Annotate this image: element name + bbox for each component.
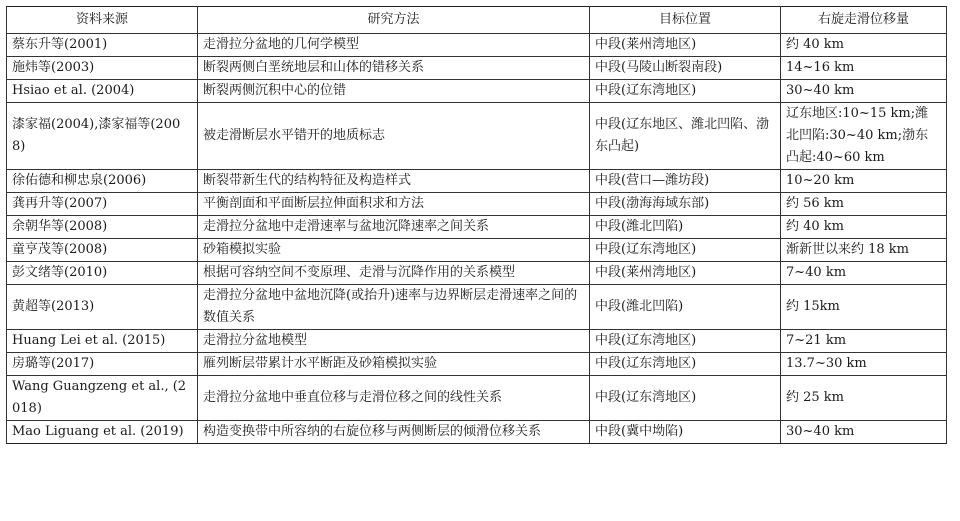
- cell-displacement: 13.7~30 km: [781, 353, 947, 376]
- cell-displacement: 30~40 km: [781, 80, 947, 103]
- cell-method: 断裂带新生代的结构特征及构造样式: [198, 170, 590, 193]
- cell-method: 构造变换带中所容纳的右旋位移与两侧断层的倾滑位移关系: [198, 421, 590, 444]
- research-table: [6, 6, 947, 444]
- table-row: [7, 353, 947, 376]
- cell-method: 走滑拉分盆地模型: [198, 330, 590, 353]
- cell-source: 徐佑德和柳忠泉(2006): [7, 170, 198, 193]
- cell-location: 中段(辽东湾地区): [590, 80, 781, 103]
- table-row: [7, 34, 947, 57]
- cell-location: 中段(辽东湾地区): [590, 353, 781, 376]
- cell-location: 中段(渤海海域东部): [590, 193, 781, 216]
- cell-displacement: 14~16 km: [781, 57, 947, 80]
- cell-location: 中段(辽东湾地区): [590, 376, 781, 421]
- cell-location: 中段(马陵山断裂南段): [590, 57, 781, 80]
- cell-method: 被走滑断层水平错开的地质标志: [198, 103, 590, 170]
- table-header-row: [7, 7, 947, 34]
- cell-displacement: 约 56 km: [781, 193, 947, 216]
- table-row: [7, 170, 947, 193]
- cell-displacement: 10~20 km: [781, 170, 947, 193]
- cell-source: 漆家福(2004),漆家福等(2008): [7, 103, 198, 170]
- cell-source: Hsiao et al. (2004): [7, 80, 198, 103]
- cell-method: 雁列断层带累计水平断距及砂箱模拟实验: [198, 353, 590, 376]
- table-row: [7, 330, 947, 353]
- cell-location: 中段(辽东湾地区): [590, 239, 781, 262]
- table-row: [7, 103, 947, 170]
- cell-displacement: 辽东地区:10~15 km;潍北凹陷:30~40 km;渤东凸起:40~60 km: [781, 103, 947, 170]
- cell-location: 中段(潍北凹陷): [590, 285, 781, 330]
- cell-location: 中段(冀中坳陷): [590, 421, 781, 444]
- cell-source: 余朝华等(2008): [7, 216, 198, 239]
- cell-method: 走滑拉分盆地中垂直位移与走滑位移之间的线性关系: [198, 376, 590, 421]
- cell-location: 中段(莱州湾地区): [590, 262, 781, 285]
- research-table-container: [6, 6, 946, 444]
- cell-method: 走滑拉分盆地中盆地沉降(或抬升)速率与边界断层走滑速率之间的数值关系: [198, 285, 590, 330]
- cell-location: 中段(莱州湾地区): [590, 34, 781, 57]
- table-row: [7, 285, 947, 330]
- cell-displacement: 30~40 km: [781, 421, 947, 444]
- cell-method: 走滑拉分盆地的几何学模型: [198, 34, 590, 57]
- cell-method: 断裂两侧沉积中心的位错: [198, 80, 590, 103]
- table-row: [7, 421, 947, 444]
- cell-source: Wang Guangzeng et al., (2018): [7, 376, 198, 421]
- cell-source: Mao Liguang et al. (2019): [7, 421, 198, 444]
- cell-source: 房璐等(2017): [7, 353, 198, 376]
- cell-source: 黄超等(2013): [7, 285, 198, 330]
- cell-displacement: 7~21 km: [781, 330, 947, 353]
- cell-displacement: 约 15km: [781, 285, 947, 330]
- cell-method: 根据可容纳空间不变原理、走滑与沉降作用的关系模型: [198, 262, 590, 285]
- table-row: [7, 80, 947, 103]
- cell-displacement: 7~40 km: [781, 262, 947, 285]
- cell-location: 中段(辽东湾地区): [590, 330, 781, 353]
- header-source: 资料来源: [7, 7, 198, 34]
- cell-source: 龚再升等(2007): [7, 193, 198, 216]
- cell-method: 断裂两侧白垩统地层和山体的错移关系: [198, 57, 590, 80]
- header-displacement: 右旋走滑位移量: [781, 7, 947, 34]
- cell-source: Huang Lei et al. (2015): [7, 330, 198, 353]
- table-row: [7, 376, 947, 421]
- cell-displacement: 约 40 km: [781, 34, 947, 57]
- cell-location: 中段(潍北凹陷): [590, 216, 781, 239]
- header-method: 研究方法: [198, 7, 590, 34]
- cell-source: 施炜等(2003): [7, 57, 198, 80]
- cell-source: 彭文绪等(2010): [7, 262, 198, 285]
- cell-method: 走滑拉分盆地中走滑速率与盆地沉降速率之间关系: [198, 216, 590, 239]
- table-row: [7, 262, 947, 285]
- cell-method: 平衡剖面和平面断层拉伸面积求和方法: [198, 193, 590, 216]
- cell-displacement: 约 25 km: [781, 376, 947, 421]
- cell-location: 中段(辽东地区、潍北凹陷、渤东凸起): [590, 103, 781, 170]
- table-row: [7, 216, 947, 239]
- table-row: [7, 239, 947, 262]
- cell-location: 中段(营口—潍坊段): [590, 170, 781, 193]
- cell-displacement: 渐新世以来约 18 km: [781, 239, 947, 262]
- table-row: [7, 193, 947, 216]
- header-location: 目标位置: [590, 7, 781, 34]
- cell-displacement: 约 40 km: [781, 216, 947, 239]
- cell-source: 童亨茂等(2008): [7, 239, 198, 262]
- cell-method: 砂箱模拟实验: [198, 239, 590, 262]
- table-row: [7, 57, 947, 80]
- cell-source: 蔡东升等(2001): [7, 34, 198, 57]
